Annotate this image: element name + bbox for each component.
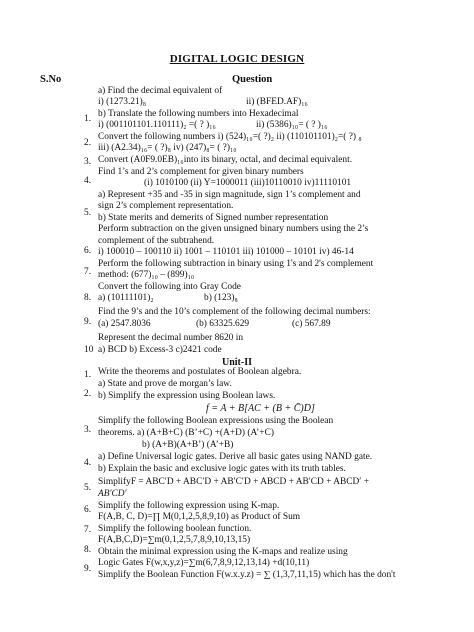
question-number: 1. <box>84 370 92 380</box>
question-text: F(A,B,C,D)=∑m(0,1,2,5,7,8,9,10,13,15) <box>98 535 251 545</box>
question-text: b) (123)₈ <box>204 293 238 303</box>
question-number: 3. <box>84 425 92 435</box>
question-number: 8. <box>84 545 92 555</box>
question-text: method: (677)₁₀ – (899)₁₀ <box>98 270 195 280</box>
question-number: 7. <box>84 525 92 535</box>
question-text: a) (10111101)₂ <box>98 293 154 303</box>
question-text: i) 100010 – 100110 ii) 1001 – 110101 iii) 101000 – 10101 iv) 46-14 <box>98 247 354 257</box>
question-text: Obtain the minimal expression using the K-maps and realize using <box>98 547 348 557</box>
question-text: a) State and prove de morgan’s law. <box>98 379 232 389</box>
question-text: Simplify the following boolean function. <box>98 524 252 534</box>
question-text: a) Define Universal logic gates. Derive all basic gates using NAND gate. <box>98 452 373 462</box>
question-number: 9. <box>84 317 92 327</box>
column-header-question: Question <box>232 74 273 85</box>
question-text: (b) 63325.629 <box>196 319 250 329</box>
question-number: 2. <box>84 389 92 399</box>
question-number: 6. <box>84 505 92 515</box>
question-text: Represent the decimal number 8620 in <box>98 333 244 343</box>
question-text: Logic Gates F(w,x,y,z)=∑m(6,7,8,9,12,13,14) +d(10,11) <box>98 558 310 568</box>
question-text: ii) (5386)₁₀= ( ? )₁₆ <box>256 120 328 130</box>
question-text: complement of the subtrahend. <box>98 236 215 246</box>
question-text: AB′CD′ <box>98 489 127 499</box>
question-number: 5. <box>84 483 92 493</box>
question-text: SimplifyF = ABC′D + ABC′D + AB′C′D + ABCD + AB′CD + ABCD′ + <box>98 477 369 487</box>
question-text: F(A,B, C, D)=∏ M(0,1,2,5,8,9,10) as Product of Sum <box>98 512 301 522</box>
question-text: Find 1’s and 2’s complement for given binary numbers <box>98 167 304 177</box>
column-header-sno: S.No <box>40 74 62 85</box>
question-text: Find the 9’s and the 10’s complement of the following decimal numbers: <box>98 307 371 317</box>
question-text: i) (001101101.110111)₂ =( ? )₁₆ <box>98 120 216 130</box>
question-text: b) (A+B)(A+B’) (A’+B) <box>142 440 234 450</box>
question-text: Simplify the following expression using K-map. <box>98 501 280 511</box>
question-text: Convert the following into Gray Code <box>98 282 241 292</box>
question-text: a) Represent +35 and -35 in sign magnitude, sign 1’s complement and <box>98 190 361 200</box>
question-text: Convert the following numbers i) (524)₁₀=( ?)₂ ii) (110101101)₂=( ?) ₈ <box>98 132 362 142</box>
question-text: Perform the following subtraction in binary using 1's and 2's complement <box>98 259 374 269</box>
question-text: iii) (A2.34)₁₆= ( ?)₈ iv) (247)₈= ( ?)₁₀ <box>98 143 237 153</box>
question-text: i) (1273.21)₈ <box>98 97 147 107</box>
question-text: a) Find the decimal equivalent of <box>98 86 223 96</box>
question-number: 3. <box>84 157 92 167</box>
boolean-formula: f = A + B[AC + (B + C̄)D] <box>206 403 315 414</box>
question-text: ii) (BFED.AF)₁₆ <box>246 97 308 107</box>
unit-heading: Unit-II <box>221 357 252 368</box>
question-text: (a) 2547.8036 <box>98 319 151 329</box>
document-title: DIGITAL LOGIC DESIGN <box>169 53 305 65</box>
question-text: b) State merits and demerits of Signed number representation <box>98 213 329 223</box>
question-number: 7. <box>84 267 92 277</box>
question-text: (i) 1010100 (ii) Y=1000011 (iii)10110010 iv)11110101 <box>144 178 352 188</box>
question-number: 5. <box>84 208 92 218</box>
question-text: Simplify the Boolean Function F(w.x.y.z) = ∑ (1,3,7,11,15) which has the don't <box>98 570 396 580</box>
question-text: Convert (A0F9.0EB)₁₆into its binary, octal, and decimal equivalent. <box>98 155 353 165</box>
question-text: sign 2’s complement representation. <box>98 201 234 211</box>
question-number: 6. <box>84 246 92 256</box>
question-text: b) Explain the basic and exclusive logic gates with its truth tables. <box>98 464 346 474</box>
question-number: 4. <box>84 176 92 186</box>
question-text: b) Translate the following numbers into Hexadecimal <box>98 109 299 119</box>
question-number: 8. <box>84 293 92 303</box>
question-text: (c) 567.89 <box>292 319 331 329</box>
question-number: 1. <box>84 114 92 124</box>
question-number: 4. <box>84 458 92 468</box>
question-text: b) Simplify the expression using Boolean laws. <box>98 391 276 401</box>
question-text: Perform subtraction on the given unsigned binary numbers using the 2’s <box>98 224 369 234</box>
question-number: 2. <box>84 138 92 148</box>
question-number: 10 <box>84 345 94 355</box>
question-text: theorems. a) (A+B+C) (B’+C) +(A+D) (A’+C) <box>98 428 274 438</box>
question-text: Simplify the following Boolean expressions using the Boolean <box>98 416 334 426</box>
question-number: 9. <box>84 564 92 574</box>
question-text: Write the theorems and postulates of Boolean algebra. <box>98 367 302 377</box>
question-text: a) BCD b) Excess-3 c)2421 code <box>98 345 222 355</box>
